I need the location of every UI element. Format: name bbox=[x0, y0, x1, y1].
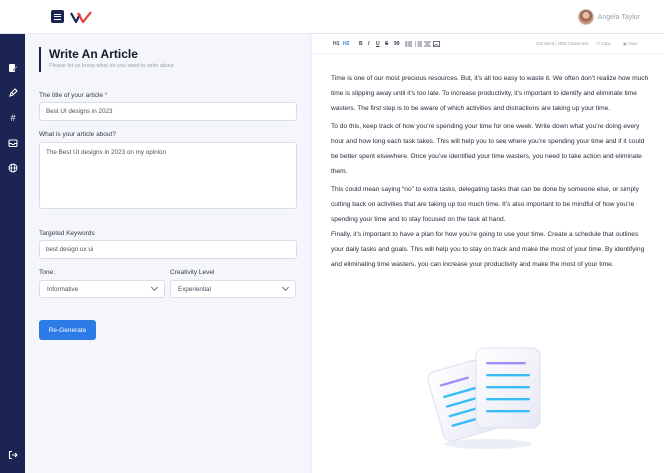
copy-icon: ❐ bbox=[596, 41, 600, 46]
article-paragraph: Time is one of our most precious resources. But, it’s all too easy to waste it. We often don’t realize how much time is slipping away until it’s too late. To increase productivity, it’s important to identify and eliminate time wasters. The first step is to be aware of which activities and distractions are taking up your time. bbox=[331, 75, 649, 112]
underline-button[interactable]: U bbox=[376, 41, 380, 47]
creativity-select[interactable] bbox=[170, 280, 296, 298]
regenerate-button[interactable]: Re-Generate bbox=[39, 320, 96, 340]
required-mark: * bbox=[104, 92, 108, 99]
tone-select-value: Informative bbox=[47, 285, 79, 293]
creativity-label: Creativity Level bbox=[170, 269, 215, 276]
article-title-input[interactable]: Best UI designs in 2023 bbox=[39, 102, 297, 121]
user-menu[interactable] bbox=[578, 9, 640, 25]
chevron-down-icon bbox=[151, 284, 158, 291]
top-bar bbox=[0, 0, 664, 34]
tone-label: Tone: bbox=[39, 269, 55, 276]
word-count: 342 Word | 2000 Characters bbox=[536, 41, 589, 46]
article-about-label: What is your article about? bbox=[39, 131, 116, 138]
creativity-select-value: Experiential bbox=[178, 285, 211, 293]
align-center-icon[interactable] bbox=[424, 41, 431, 47]
numbered-list-icon[interactable] bbox=[415, 41, 422, 47]
keywords-label: Targeted Keywords bbox=[39, 230, 95, 237]
page-title: Write An Article bbox=[49, 47, 138, 61]
quote-button[interactable]: 99 bbox=[394, 41, 400, 47]
documents-illustration bbox=[426, 346, 546, 452]
user-name[interactable]: Angela Taylor bbox=[597, 13, 640, 21]
menu-icon[interactable] bbox=[51, 10, 64, 23]
italic-button[interactable]: I bbox=[368, 41, 370, 47]
copy-button[interactable] bbox=[596, 41, 611, 46]
editor-toolbar bbox=[312, 34, 664, 54]
article-content[interactable] bbox=[331, 71, 649, 275]
heading1-button[interactable]: H1 bbox=[333, 41, 340, 47]
bullet-list-icon[interactable] bbox=[405, 41, 412, 47]
chevron-down-icon bbox=[282, 284, 289, 291]
hashtag-icon[interactable]: # bbox=[10, 113, 16, 123]
article-paragraph: Finally, it’s important to have a plan for how you’re going to use your time. Create a schedule that outlines your daily tasks and goals. This will help you to stay on track and make the most of your time. By identifying and eliminating time wasters, you can increase your productivity and make the most of your time. bbox=[331, 231, 645, 268]
page-subtitle: Please let us know what do you want to write about bbox=[49, 63, 174, 69]
article-title-label bbox=[39, 92, 107, 99]
article-title-label-text: The title of your article bbox=[39, 92, 103, 99]
tone-select[interactable] bbox=[39, 280, 165, 298]
copy-label: Copy bbox=[600, 41, 611, 46]
save-label: Save bbox=[628, 41, 638, 46]
editor-panel bbox=[312, 34, 664, 473]
edit-document-icon[interactable] bbox=[8, 63, 18, 73]
article-paragraph: To do this, keep track of how you’re spending your time for one week. Write down what you’re doing every hour and how long each task takes. This will help you to see where you’re spending your time and if it could be better spent elsewhere. Once you’ve identified your time wasters, you need to take action and eliminate them. bbox=[331, 123, 645, 175]
save-button[interactable] bbox=[623, 41, 638, 46]
image-icon[interactable] bbox=[433, 41, 440, 47]
form-header bbox=[39, 47, 174, 72]
article-paragraph: This could mean saying “no” to extra tasks, delegating tasks that can be done by someone else, or simply cutting back on activities that are taking up too much time. It’s also important to be mindful of how you’re spending your time and to stay focused on the task at hand. bbox=[331, 186, 639, 223]
sidebar bbox=[0, 34, 25, 473]
globe-icon[interactable] bbox=[8, 163, 18, 173]
article-about-textarea[interactable]: The Best UI designs in 2023 on my opinion bbox=[39, 142, 297, 209]
inbox-icon[interactable] bbox=[8, 138, 18, 148]
keywords-input[interactable]: best design ux ui bbox=[39, 240, 297, 259]
strikethrough-button[interactable]: S bbox=[385, 41, 389, 47]
heading2-button[interactable]: H2 bbox=[343, 41, 350, 47]
save-icon: ▣ bbox=[623, 41, 627, 46]
logout-icon[interactable] bbox=[8, 450, 18, 460]
bold-button[interactable]: B bbox=[359, 41, 363, 47]
article-form-panel bbox=[25, 34, 311, 473]
brand-logo[interactable] bbox=[70, 10, 92, 24]
avatar[interactable] bbox=[578, 9, 594, 25]
pen-nib-icon[interactable] bbox=[8, 88, 18, 98]
